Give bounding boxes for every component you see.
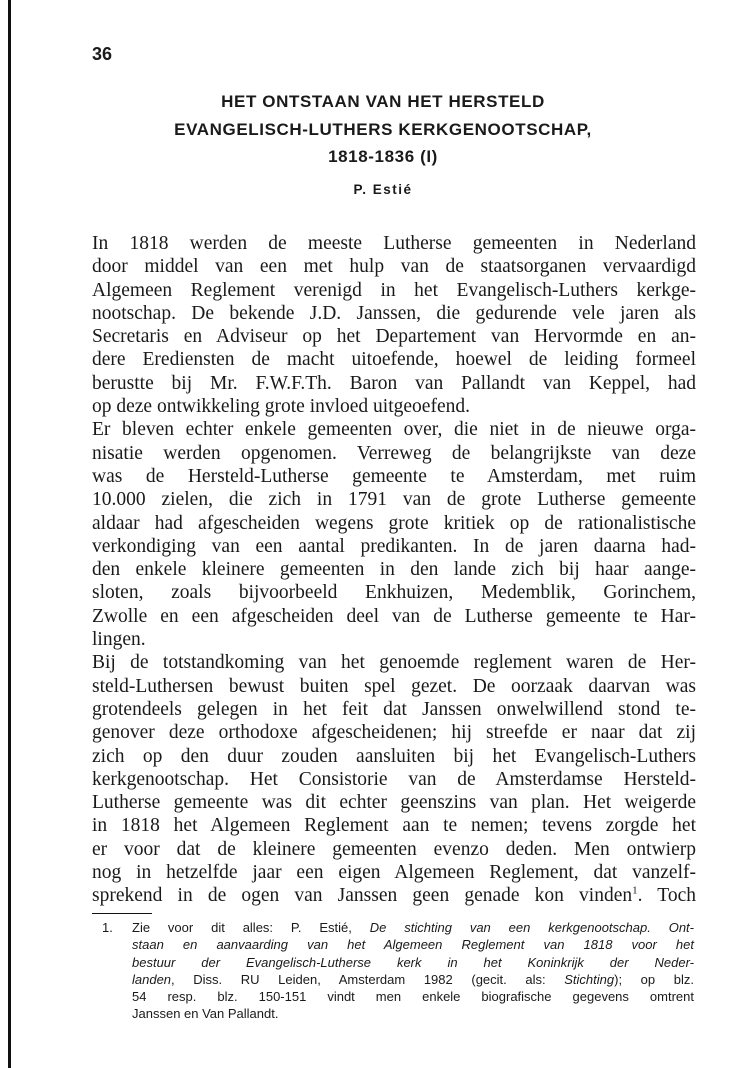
text-line: er voor dat de kleinere gemeenten evenzo deden. Men ontwierp	[92, 838, 696, 860]
footnote-text: ); op blz.	[614, 971, 694, 987]
title-line: HET ONTSTAAN VAN HET HERSTELD	[221, 92, 545, 111]
footnote-body	[132, 919, 694, 1023]
text-line: sloten, zoals bijvoorbeeld Enkhuizen, Medemblik, Gorinchem,	[92, 582, 696, 604]
text-line: grotendeels gelegen in het feit dat Janssen onwelwillend stond te-	[92, 698, 696, 720]
text-line: Lutherse gemeente was dit echter geenszins van plan. Het weigerde	[92, 792, 696, 814]
footnote-short-title: Stichting	[564, 971, 615, 987]
footnote	[102, 919, 694, 1023]
footnote-line	[132, 971, 694, 988]
page-edge-rule	[8, 0, 11, 1068]
text-line: lingen.	[92, 629, 146, 651]
text-line: In 1818 werden de meeste Lutherse gemeenten in Nederland	[92, 233, 696, 254]
text-line: door middel van een met hulp van de staatsorganen vervaardigd	[92, 256, 696, 278]
text-fragment: . Toch	[637, 885, 696, 907]
text-line: op deze ontwikkeling grote invloed uitgeoefend.	[92, 396, 470, 418]
text-line	[92, 884, 696, 907]
text-line: berustte bij Mr. F.W.F.Th. Baron van Pallandt van Keppel, had	[92, 372, 696, 394]
text-line: Secretaris en Adviseur op het Departement van Hervormde en an-	[92, 326, 696, 348]
footnote-line: 54 resp. blz. 150-151 vindt men enkele biografische gegevens omtrent	[132, 989, 694, 1005]
author-name: P. Estié	[353, 182, 413, 197]
article-title	[92, 88, 674, 171]
text-line: steld-Luthersen bewust buiten spel gezet. De oorzaak daarvan was	[92, 675, 696, 697]
text-line: kerkgenootschap. Het Consistorie van de Amsterdamse Hersteld-	[92, 768, 696, 790]
footnote-marker: 1.	[102, 920, 113, 935]
page-number: 36	[92, 44, 113, 64]
footnote-text: Zie voor dit alles: P. Estié,	[132, 920, 370, 935]
footnote-title-italic: landen	[132, 971, 172, 987]
text-line: aldaar had afgescheiden wegens grote kritiek op de rationalistische	[92, 512, 696, 534]
text-line: Zwolle en een afgescheiden deel van de Lutherse gemeente te Har-	[92, 605, 696, 627]
footnote-line: Janssen en Van Pallandt.	[132, 1006, 279, 1022]
text-line: genover deze orthodoxe afgescheidenen; hij streefde er naar dat zij	[92, 722, 696, 744]
footnote-line	[132, 936, 694, 953]
text-line: dere Erediensten de macht uitoefende, hoewel de leiding formeel	[92, 349, 696, 371]
footnote-text: , Diss. RU Leiden, Amsterdam 1982 (gecit. als:	[171, 971, 565, 987]
title-line: 1818-1836 (I)	[328, 147, 438, 166]
text-line: in 1818 het Algemeen Reglement aan te nemen; tevens zorgde het	[92, 815, 696, 837]
text-line: Bij de totstandkoming van het genoemde reglement waren de Her-	[92, 652, 696, 674]
text-line: den enkele kleinere gemeenten in den lande zich bij haar aange-	[92, 559, 696, 581]
footnote-title-italic: staan en aanvaarding van het Algemeen Reglement van 1818 voor het	[132, 937, 694, 953]
text-line: nog in hetzelfde jaar een eigen Algemeen Reglement, dat vanzelf-	[92, 862, 696, 884]
text-line: Er bleven echter enkele gemeenten over, die niet in de nieuwe orga-	[92, 419, 696, 441]
text-line: nisatie werden opgenomen. Verreweg de belangrijkste van deze	[92, 442, 696, 464]
text-line: zich op den duur zouden aansluiten bij het Evangelisch-Luthers	[92, 745, 696, 767]
footnote-line	[132, 954, 694, 971]
text-line: verkondiging van een aantal predikanten. In de jaren daarna had-	[92, 535, 696, 557]
title-line: EVANGELISCH-LUTHERS KERKGENOOTSCHAP,	[174, 119, 592, 139]
footnote-title-italic: De stichting van een kerkgenootschap. Ont-	[369, 920, 694, 935]
text-line: 10.000 zielen, die zich in 1791 van de grote Lutherse gemeente	[92, 489, 696, 511]
text-fragment: sprekend in de ogen van Janssen geen genade kon vinden	[92, 885, 633, 907]
text-line: nootschap. De bekende J.D. Janssen, die gedurende vele jaren als	[92, 302, 696, 324]
body-text	[92, 232, 696, 908]
footnote-line	[132, 919, 694, 936]
text-line: Algemeen Reglement verenigd in het Evangelisch-Luthers kerkge-	[92, 279, 696, 301]
footnote-reference[interactable]: 1	[632, 884, 638, 897]
footnote-title-italic: bestuur der Evangelisch-Lutherse kerk in het Koninkrijk der Neder-	[132, 954, 694, 970]
footnote-separator	[92, 913, 152, 914]
text-line: was de Hersteld-Lutherse gemeente te Amsterdam, met ruim	[92, 465, 696, 487]
